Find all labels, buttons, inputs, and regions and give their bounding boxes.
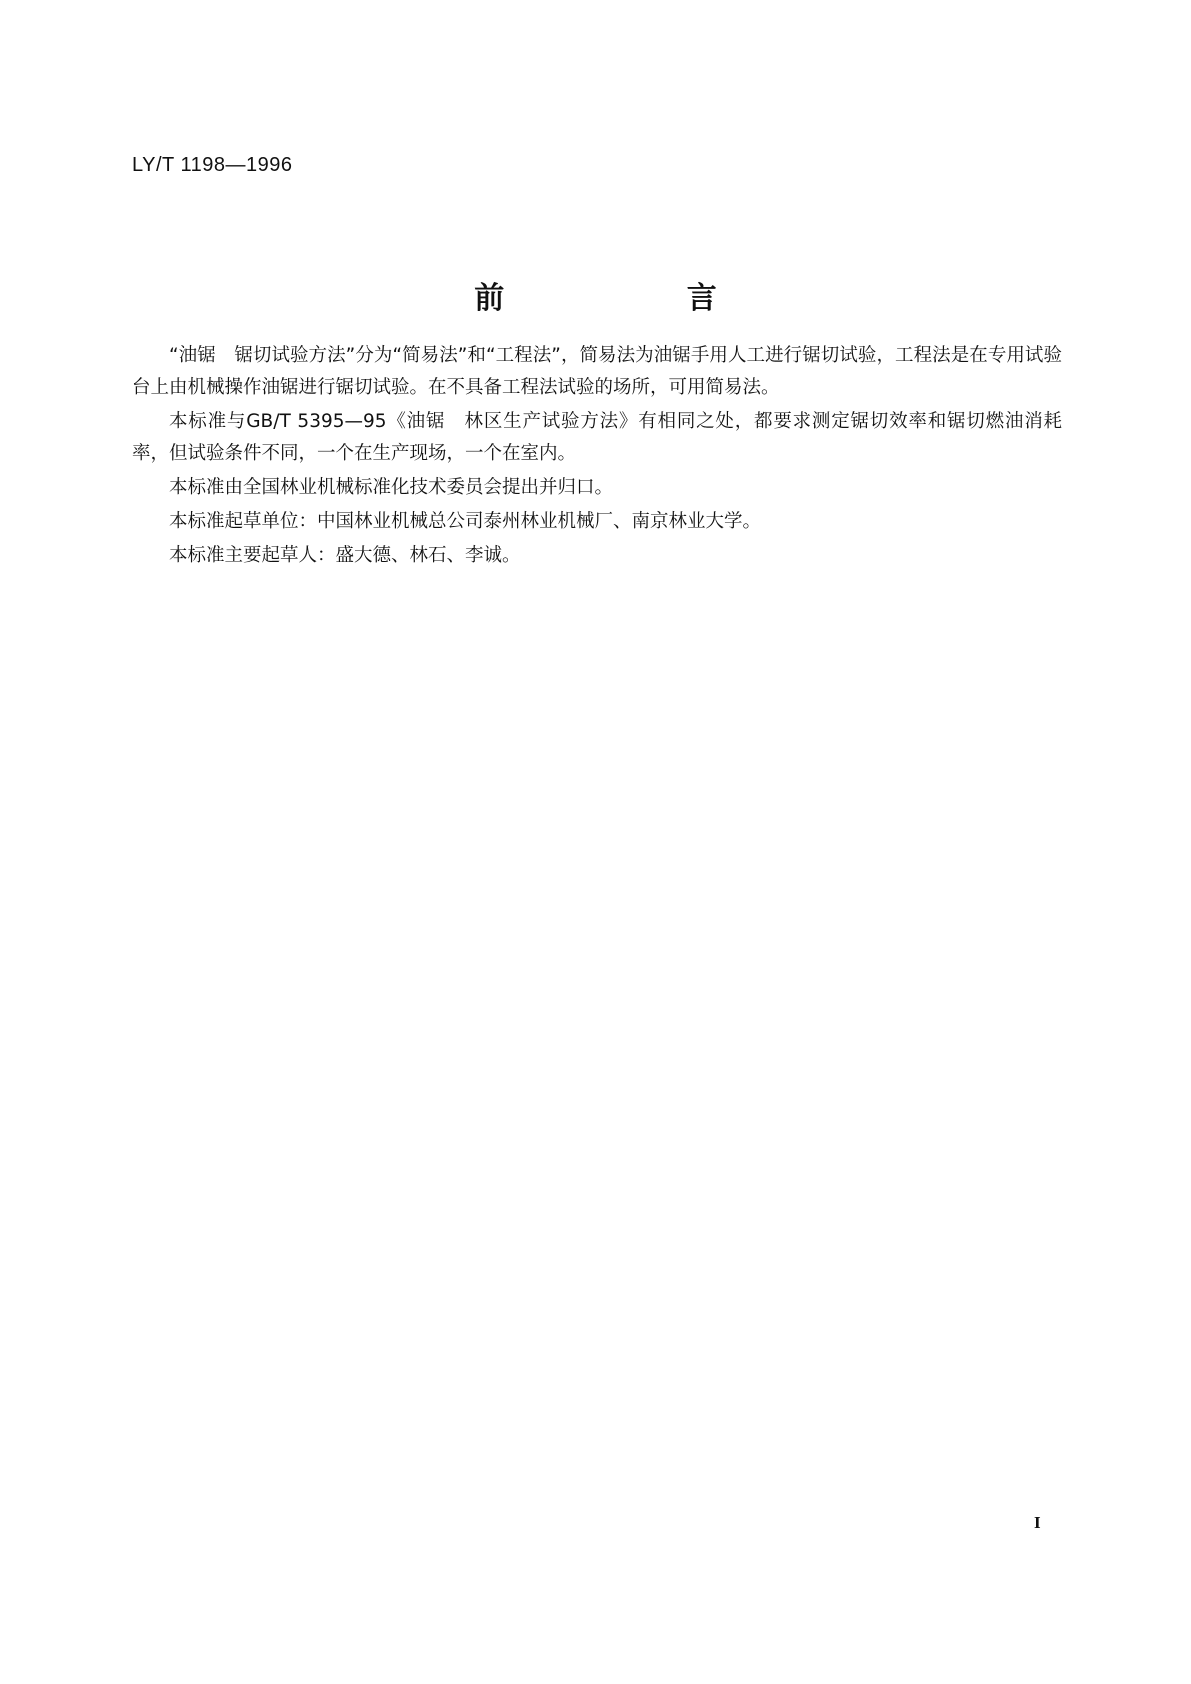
- standard-code: LY/T 1198—1996: [132, 154, 293, 176]
- foreword-body: [132, 340, 1062, 574]
- paragraph-proposer: 本标准由全国林业机械标准化技术委员会提出并归口。: [169, 477, 614, 498]
- paragraph-drafters: 本标准主要起草人：盛大德、林石、李诚。: [169, 545, 521, 566]
- paragraph-relation: 本标准与GB/T 5395—95《油锯 林区生产试验方法》有相同之处，都要求测定锯切效率和锯切燃油消耗率，但试验条件不同，一个在生产现场，一个在室内。: [132, 411, 1062, 464]
- paragraph-drafting-units: 本标准起草单位：中国林业机械总公司泰州林业机械厂、南京林业大学。: [169, 511, 762, 532]
- page-number: I: [1034, 1513, 1041, 1532]
- paragraph-scope: “油锯 锯切试验方法”分为“简易法”和“工程法”，简易法为油锯手用人工进行锯切试验，工程法是在专用试验台上由机械操作油锯进行锯切试验。在不具备工程法试验的场所，可用简易法。: [132, 345, 1062, 398]
- page-title: 前 言: [474, 281, 803, 316]
